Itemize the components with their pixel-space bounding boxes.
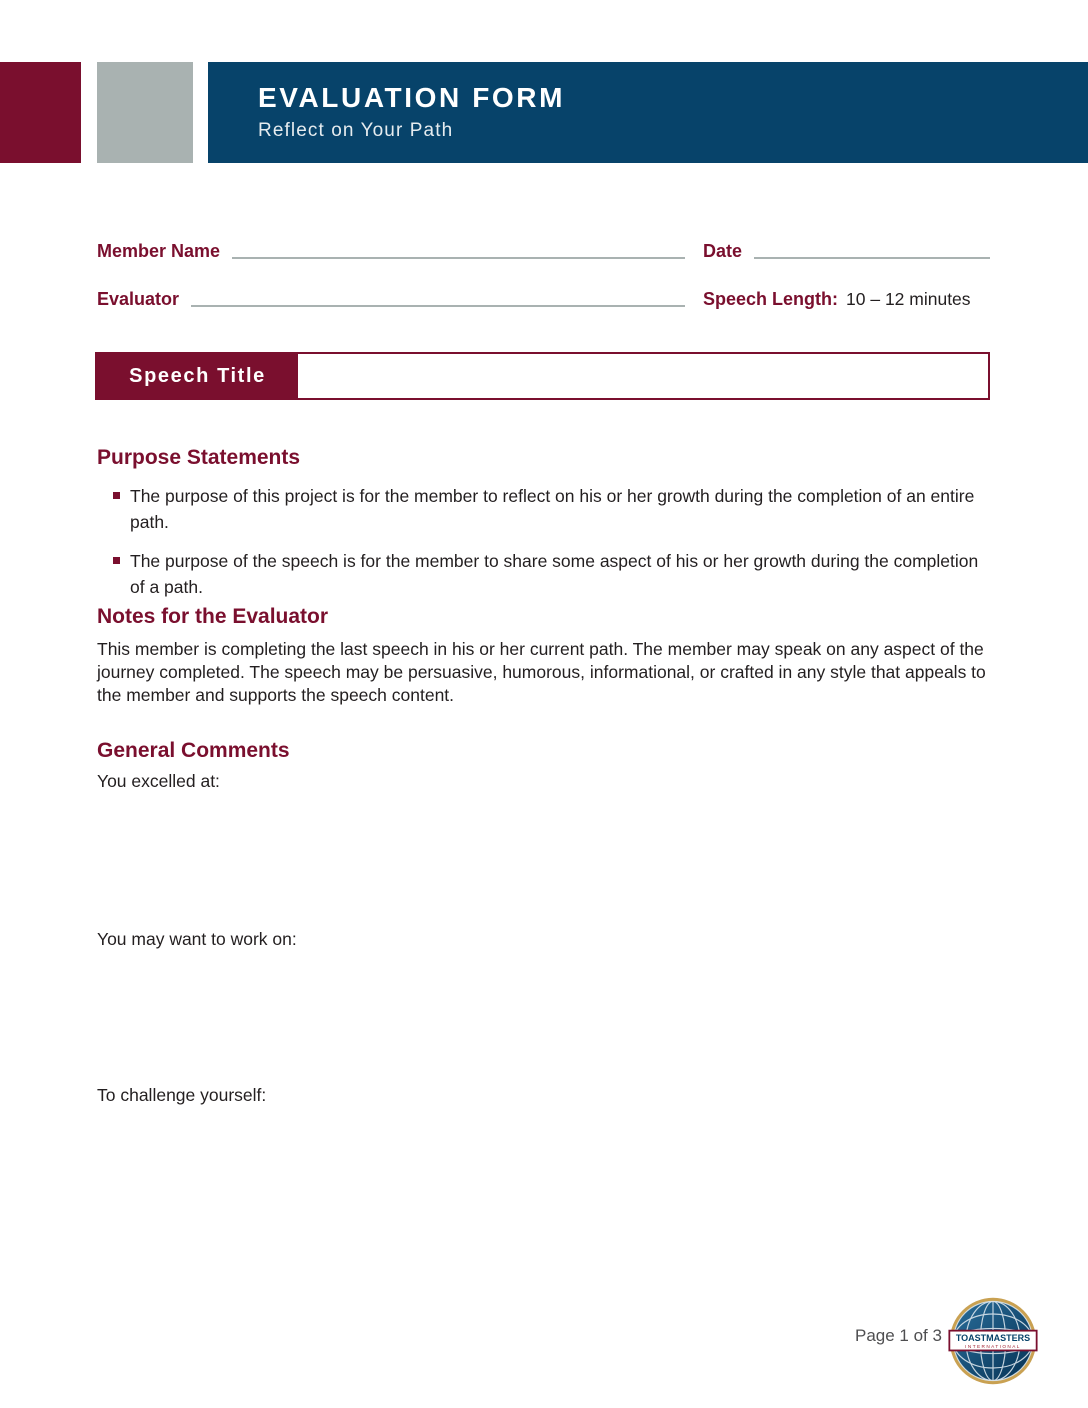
member-name-field: [97, 240, 685, 262]
logo-wordmark-secondary: INTERNATIONAL: [965, 1343, 1021, 1349]
bullet-square-icon: [113, 557, 120, 564]
form-title: EVALUATION FORM: [258, 82, 566, 114]
header-band: [0, 62, 1088, 163]
date-field: [703, 240, 990, 262]
form-fields: [97, 238, 990, 318]
challenge-yourself-prompt: To challenge yourself:: [97, 1085, 267, 1105]
field-row-2: [97, 286, 990, 310]
logo-wordmark: TOASTMASTERS: [955, 1333, 1031, 1343]
purpose-statements-heading: Purpose Statements: [97, 446, 301, 469]
evaluator-input-line[interactable]: [191, 289, 685, 307]
notes-body-text: This member is completing the last speech in his or her current path. The member may speak on any aspect of the journey completed. The speech may be persuasive, humorous, informational, or crafted in any style that appeals to the member and supports the speech content.: [97, 639, 986, 705]
work-on-prompt: You may want to work on:: [97, 929, 297, 949]
title-banner: [208, 62, 1088, 163]
maroon-accent-block: [0, 62, 81, 163]
purpose-bullet-text: The purpose of this project is for the member to reflect on his or her growth during the completion of an entire path.: [130, 486, 975, 532]
list-item: [97, 483, 990, 535]
speech-title-input[interactable]: [298, 354, 988, 398]
challenge-yourself-comment-area[interactable]: [97, 1112, 990, 1262]
notes-for-evaluator-section: [97, 605, 990, 707]
page-indicator: Page 1 of 3: [855, 1326, 942, 1345]
date-input-line[interactable]: [754, 241, 990, 259]
form-subtitle: Reflect on Your Path: [258, 119, 454, 141]
purpose-statements-section: [97, 446, 990, 613]
notes-heading: Notes for the Evaluator: [97, 605, 329, 628]
bullet-square-icon: [113, 492, 120, 499]
speech-title-label: Speech Title: [97, 354, 298, 398]
member-name-label: Member Name: [97, 241, 221, 261]
evaluator-field: [97, 288, 685, 310]
evaluator-label: Evaluator: [97, 289, 180, 309]
excelled-at-prompt: You excelled at:: [97, 771, 220, 791]
speech-length-label: Speech Length:: [703, 289, 839, 309]
speech-length-field: [703, 288, 990, 310]
speech-length-value: 10 – 12 minutes: [846, 289, 971, 309]
speech-title-bar: [95, 352, 990, 400]
purpose-bullet-list: [97, 483, 990, 600]
purpose-bullet-text: The purpose of the speech is for the member to share some aspect of his or her growth during the completion of a path.: [130, 551, 979, 597]
field-row-1: [97, 238, 990, 262]
list-item: [97, 548, 990, 600]
date-label: Date: [703, 241, 743, 261]
gray-accent-block: [97, 62, 193, 163]
member-name-input-line[interactable]: [232, 241, 685, 259]
toastmasters-logo: [948, 1296, 1038, 1386]
excelled-at-comment-area[interactable]: [97, 798, 990, 922]
general-comments-heading: General Comments: [97, 739, 290, 762]
work-on-comment-area[interactable]: [97, 956, 990, 1078]
